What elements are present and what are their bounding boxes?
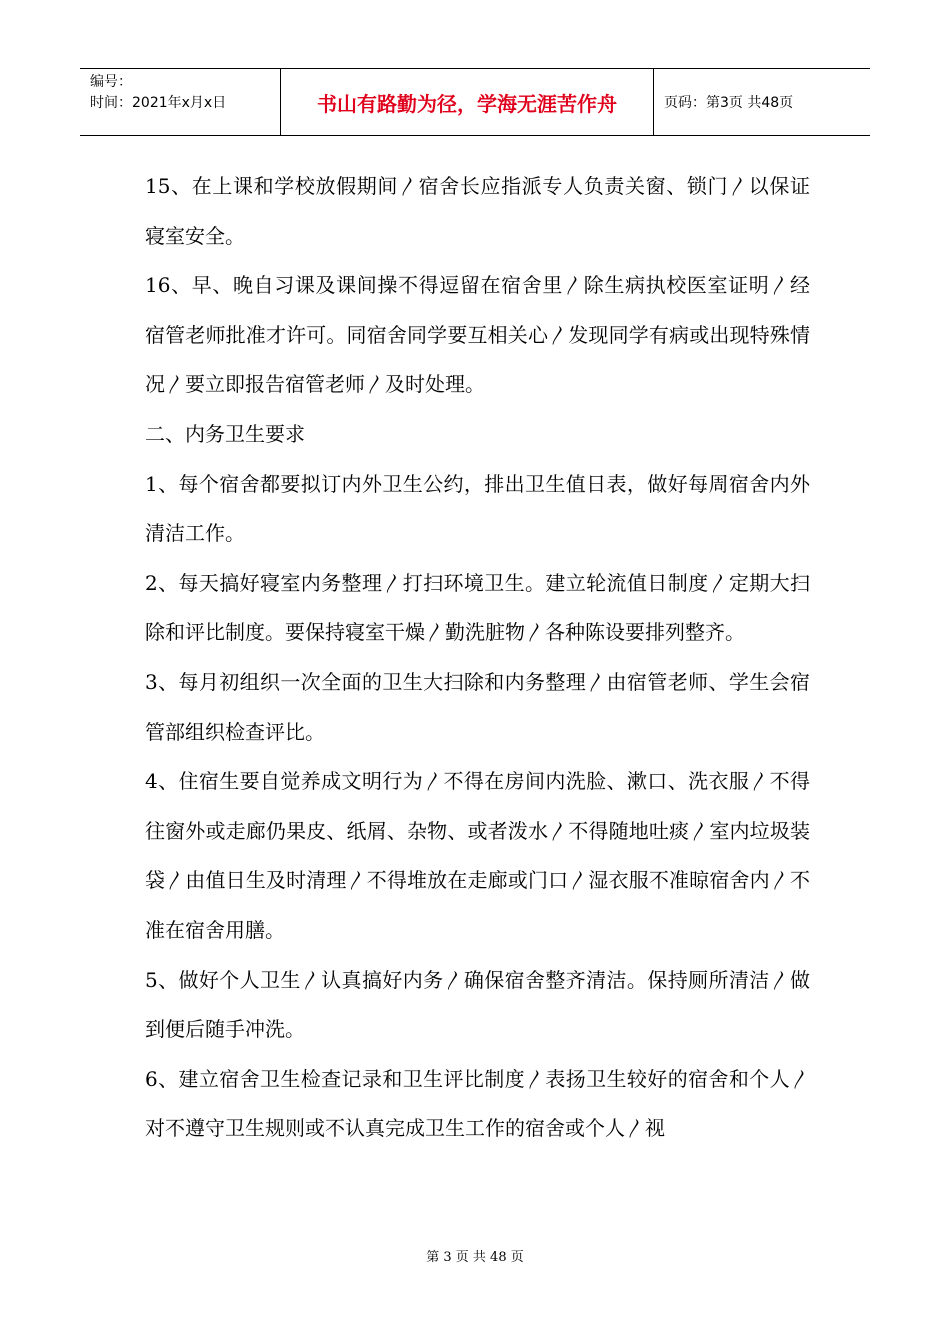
header-motto: 书山有路勤为径，学海无涯苦作舟 (317, 91, 617, 116)
page-header (80, 68, 870, 136)
paragraph: 5、做好个人卫生〳认真搞好内务〳确保宿舍整齐清洁。保持厕所清洁〳做到便后随手冲洗。 (145, 967, 810, 1042)
paragraph: 6、建立宿舍卫生检查记录和卫生评比制度〳表扬卫生较好的宿舍和个人〳对不遵守卫生规则或不认真完成卫生工作的宿舍或个人〳视 (145, 1066, 810, 1141)
header-meta (80, 69, 281, 135)
header-page-number: 页码：第3页 共48页 (664, 95, 794, 111)
document-number-label: 编号： (90, 74, 132, 90)
paragraph: 15、在上课和学校放假期间〳宿舍长应指派专人负责关窗、锁门〳以保证寝室安全。 (145, 174, 810, 248)
paragraph: 3、每月初组织一次全面的卫生大扫除和内务整理〳由宿管老师、学生会宿管部组织检查评比。 (145, 669, 810, 744)
header-motto-cell (281, 69, 654, 135)
section-heading: 二、内务卫生要求 (145, 421, 305, 446)
paragraph: 2、每天搞好寝室内务整理〳打扫环境卫生。建立轮流值日制度〳定期大扫除和评比制度。要保持寝室干燥〳勤洗脏物〳各种陈设要排列整齐。 (145, 570, 810, 645)
paragraph: 4、住宿生要自觉养成文明行为〳不得在房间内洗脸、漱口、洗衣服〳不得往窗外或走廊仍果皮、纸屑、杂物、或者泼水〳不得随地吐痰〳室内垃圾装袋〳由值日生及时清理〳不得堆放在走廊或门口〳湿衣服不准晾宿舍内〳不准在宿舍用膳。 (145, 769, 810, 942)
document-body (145, 162, 810, 1154)
paragraph: 1、每个宿舍都要拟订内外卫生公约，排出卫生值日表，做好每周宿舍内外清洁工作。 (145, 471, 810, 546)
paragraph: 16、早、晚自习课及课间操不得逗留在宿舍里〳除生病执校医室证明〳经宿管老师批准才许可。同宿舍同学要互相关心〳发现同学有病或出现特殊情况〳要立即报告宿管老师〳及时处理。 (145, 273, 810, 397)
header-page-cell (654, 69, 870, 135)
document-date: 时间：2021年x月x日 (90, 95, 227, 111)
page-footer: 第 3 页 共 48 页 (426, 1250, 524, 1265)
